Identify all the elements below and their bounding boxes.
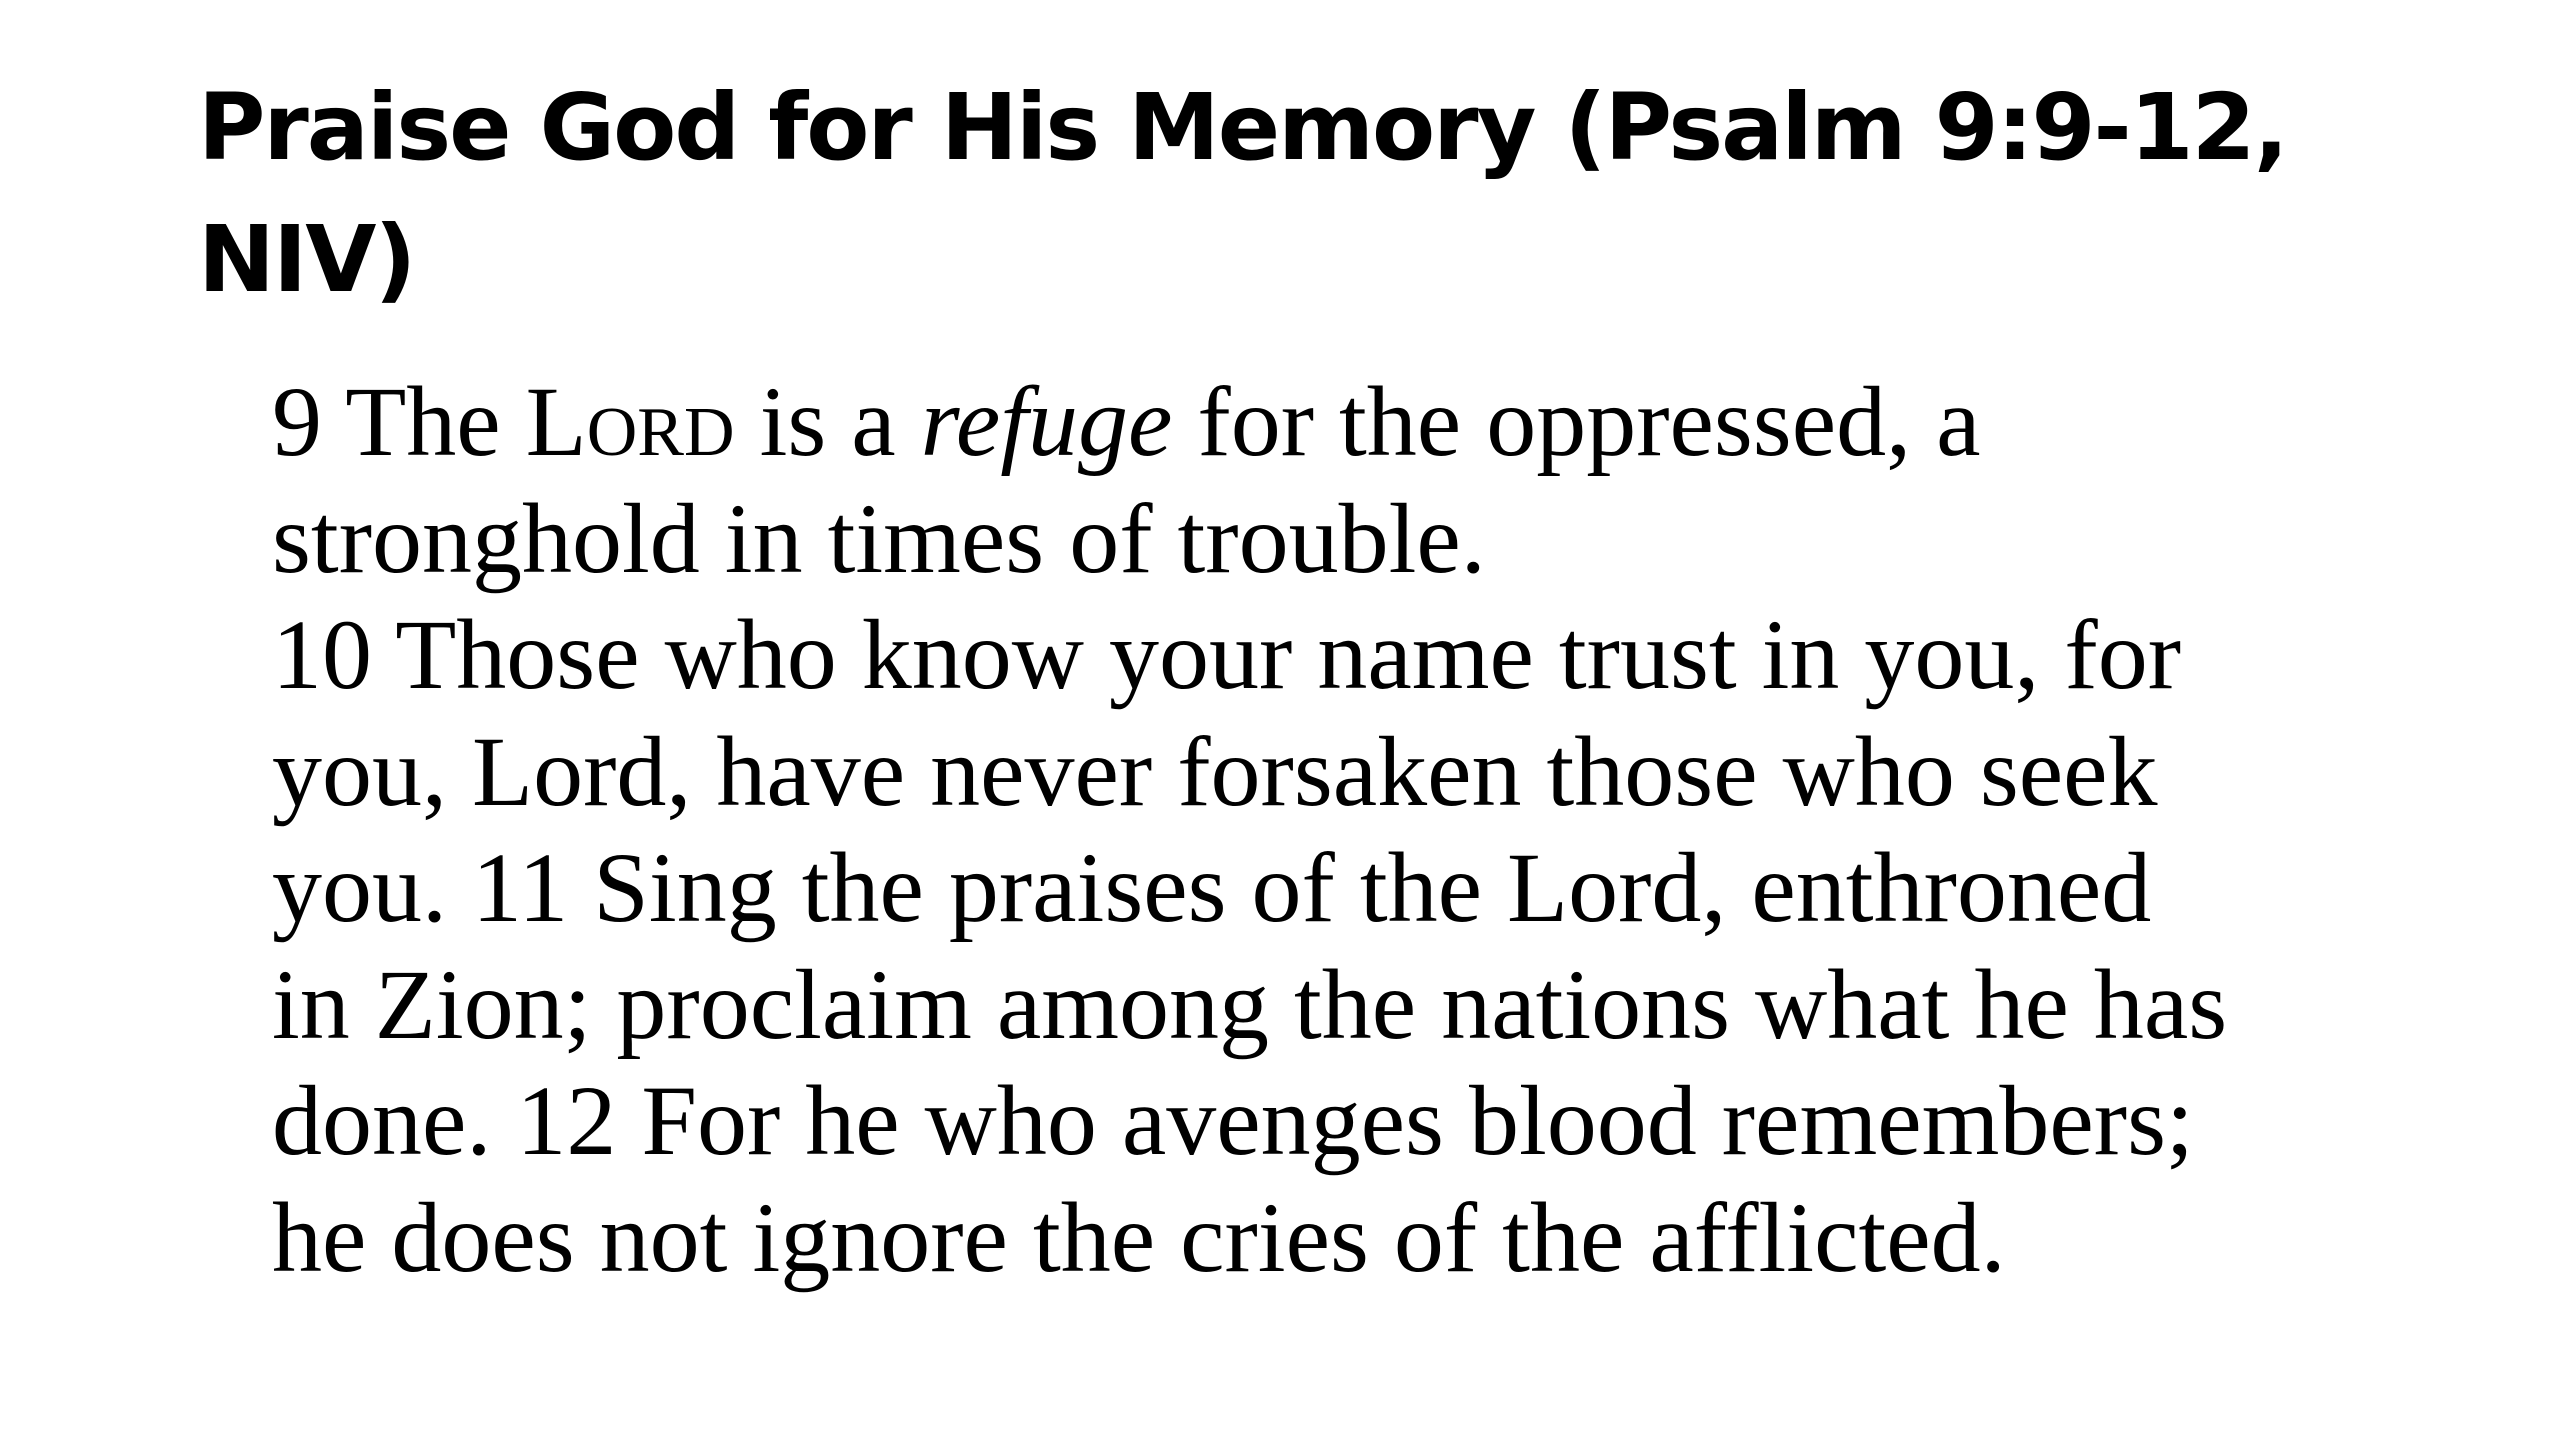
verse-line: stronghold in times of trouble. [272,482,1486,594]
verse-segment: for the oppressed, a [1172,366,1981,477]
slide-title: Praise God for His Memory (Psalm 9:9-12, NIV) [198,74,2287,313]
verse-line: in Zion; proclaim among the nations what he has [272,948,2228,1060]
verse-line: done. 12 For he who avenges blood remembers; [272,1065,2194,1176]
verse-segment-italic: refuge [920,366,1173,477]
verse-segment: 9 The [272,366,526,477]
verse-line [272,364,2512,481]
verse-segment: is a [734,366,921,477]
verse-text [272,364,2512,1296]
verse-line: you, Lord, have never forsaken those who seek [272,715,2158,827]
verse-line: 10 Those who know your name trust in you, for [272,599,2182,710]
verse-line: you. 11 Sing the praises of the Lord, enthroned [272,832,2152,943]
verse-segment-smallcaps: Lord [525,366,735,477]
verse-line: he does not ignore the cries of the afflicted. [272,1181,2006,1293]
